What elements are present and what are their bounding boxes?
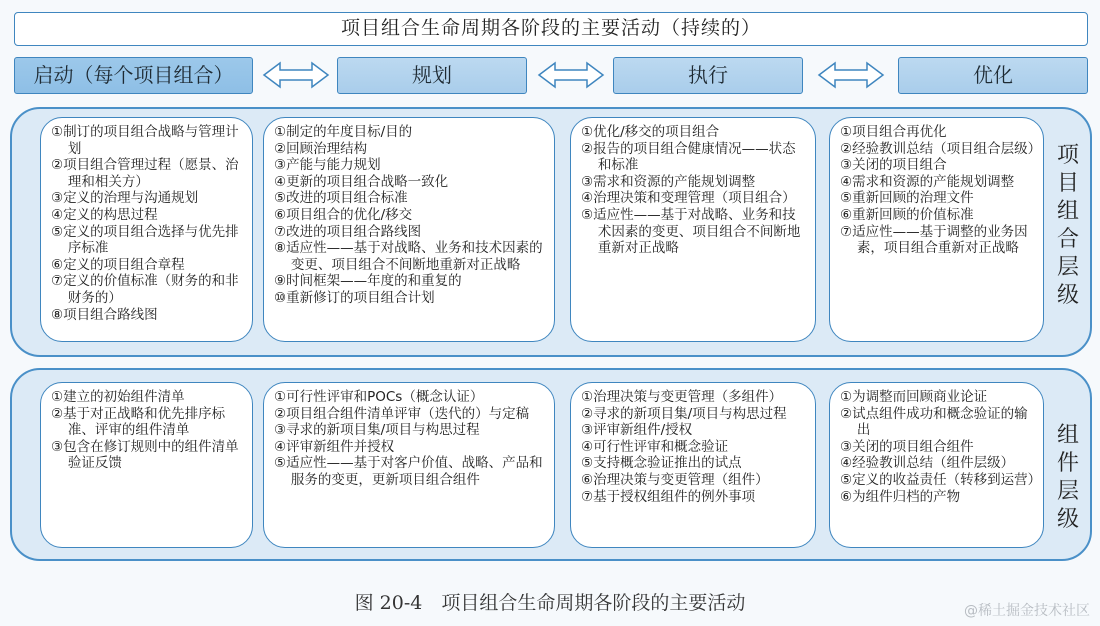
portfolio-optimization-box xyxy=(829,117,1044,342)
list-item: ⑦适应性——基于调整的业务因素，项目组合重新对正战略 xyxy=(840,223,1028,257)
list-item: ④定义的构思过程 xyxy=(51,206,158,223)
list-item: ⑨时间框架——年度的和重复的 xyxy=(274,273,462,290)
list-item: ④需求和资源的产能规划调整 xyxy=(840,173,1015,190)
list-item: ⑧适应性——基于对战略、业务和技术因素的变更、项目组合不间断地重新对正战略 xyxy=(274,240,543,273)
list-item: ⑩重新修订的项目组合计划 xyxy=(274,289,435,306)
list-item: ②报告的项目组合健康情况——状态和标准 xyxy=(581,140,796,174)
phase-optimization: 优化 xyxy=(898,57,1088,94)
list-item: ②回顾治理结构 xyxy=(274,140,368,157)
list-item: ①建立的初始组件清单 xyxy=(51,389,185,405)
list-item: ⑦定义的价值标准（财务的和非财务的） xyxy=(51,273,239,306)
list-item: ①可行性评审和POCs（概念认证） xyxy=(274,389,484,405)
list-item: ①制订的项目组合战略与管理计划 xyxy=(51,124,239,157)
diagram-title: 项目组合生命周期各阶段的主要活动（持续的） xyxy=(14,12,1088,46)
list-item: ⑤适应性——基于对客户价值、战略、产品和服务的变更，更新项目组合组件 xyxy=(274,455,543,488)
component-level-label: 组件层级 xyxy=(1056,423,1079,532)
double-arrow-icon xyxy=(537,61,605,89)
phase-execution: 执行 xyxy=(613,57,803,94)
list-item: ⑤定义的项目组合选择与优先排序标准 xyxy=(51,223,239,257)
list-item: ②经验教训总结（项目组合层级） xyxy=(840,140,1042,157)
list-item: ④评审新组件并授权 xyxy=(274,438,395,455)
list-item: ③关闭的项目组合 xyxy=(840,157,947,174)
list-item: ④可行性评审和概念验证 xyxy=(581,438,729,455)
list-item: ③产能与能力规划 xyxy=(274,157,381,174)
list-item: ⑧项目组合路线图 xyxy=(51,306,158,323)
list-item: ①优化/移交的项目组合 xyxy=(581,124,720,140)
component-initiation-box xyxy=(40,382,253,548)
component-planning-box xyxy=(263,382,555,548)
list-item: ⑤适应性——基于对战略、业务和技术因素的变更、项目组合不间断地重新对正战略 xyxy=(581,206,801,257)
portfolio-initiation-box xyxy=(40,117,253,342)
watermark: @稀土掘金技术社区 xyxy=(964,603,1090,619)
list-item: ④治理决策和变理管理（项目组合） xyxy=(581,190,796,207)
list-item: ③需求和资源的产能规划调整 xyxy=(581,173,756,190)
phase-planning: 规划 xyxy=(337,57,527,94)
list-item: ③关闭的项目组合组件 xyxy=(840,438,974,455)
list-item: ②基于对正战略和优先排序标准、评审的组件清单 xyxy=(51,405,226,439)
list-item: ⑤重新回顾的治理文件 xyxy=(840,190,974,207)
list-item: ②项目组合组件清单评审（迭代的）与定稿 xyxy=(274,405,530,422)
figure-caption: 图 20-4 项目组合生命周期各阶段的主要活动 xyxy=(354,592,746,614)
list-item: ①为调整而回顾商业论证 xyxy=(840,389,988,405)
double-arrow-icon xyxy=(817,61,885,89)
list-item: ⑥重新回顾的价值标准 xyxy=(840,206,974,223)
phase-initiation: 启动（每个项目组合） xyxy=(14,57,253,94)
list-item: ⑤支持概念验证推出的试点 xyxy=(581,455,742,472)
portfolio-level-label: 项目组合层级 xyxy=(1056,143,1079,308)
list-item: ⑥项目组合的优化/移交 xyxy=(274,206,413,223)
list-item: ⑥定义的项目组合章程 xyxy=(51,256,185,273)
portfolio-execution-box xyxy=(570,117,816,342)
list-item: ②寻求的新项目集/项目与构思过程 xyxy=(581,405,787,422)
list-item: ③寻求的新项目集/项目与构思过程 xyxy=(274,422,480,439)
list-item: ⑤定义的收益责任（转移到运营） xyxy=(840,471,1042,488)
list-item: ⑦基于授权组组件的例外事项 xyxy=(581,488,756,505)
list-item: ①项目组合再优化 xyxy=(840,124,947,140)
list-item: ③评审新组件/授权 xyxy=(581,422,693,439)
list-item: ⑦改进的项目组合路线图 xyxy=(274,223,422,240)
portfolio-planning-box xyxy=(263,117,555,342)
component-execution-box xyxy=(570,382,816,548)
list-item: ②项目组合管理过程（愿景、治理和相关方） xyxy=(51,157,239,190)
list-item: ①治理决策与变更管理（多组件） xyxy=(581,389,783,405)
double-arrow-icon xyxy=(262,61,330,89)
list-item: ③定义的治理与沟通规划 xyxy=(51,190,199,207)
list-item: ④经验教训总结（组件层级） xyxy=(840,455,1015,472)
list-item: ⑥治理决策与变更管理（组件） xyxy=(581,471,769,488)
list-item: ④更新的项目组合战略一致化 xyxy=(274,173,449,190)
list-item: ①制定的年度目标/目的 xyxy=(274,124,413,140)
list-item: ③包含在修订规则中的组件清单验证反馈 xyxy=(51,438,239,472)
list-item: ②试点组件成功和概念验证的输出 xyxy=(840,405,1028,439)
list-item: ⑤改进的项目组合标准 xyxy=(274,190,408,207)
component-optimization-box xyxy=(829,382,1044,548)
list-item: ⑥为组件归档的产物 xyxy=(840,488,961,505)
